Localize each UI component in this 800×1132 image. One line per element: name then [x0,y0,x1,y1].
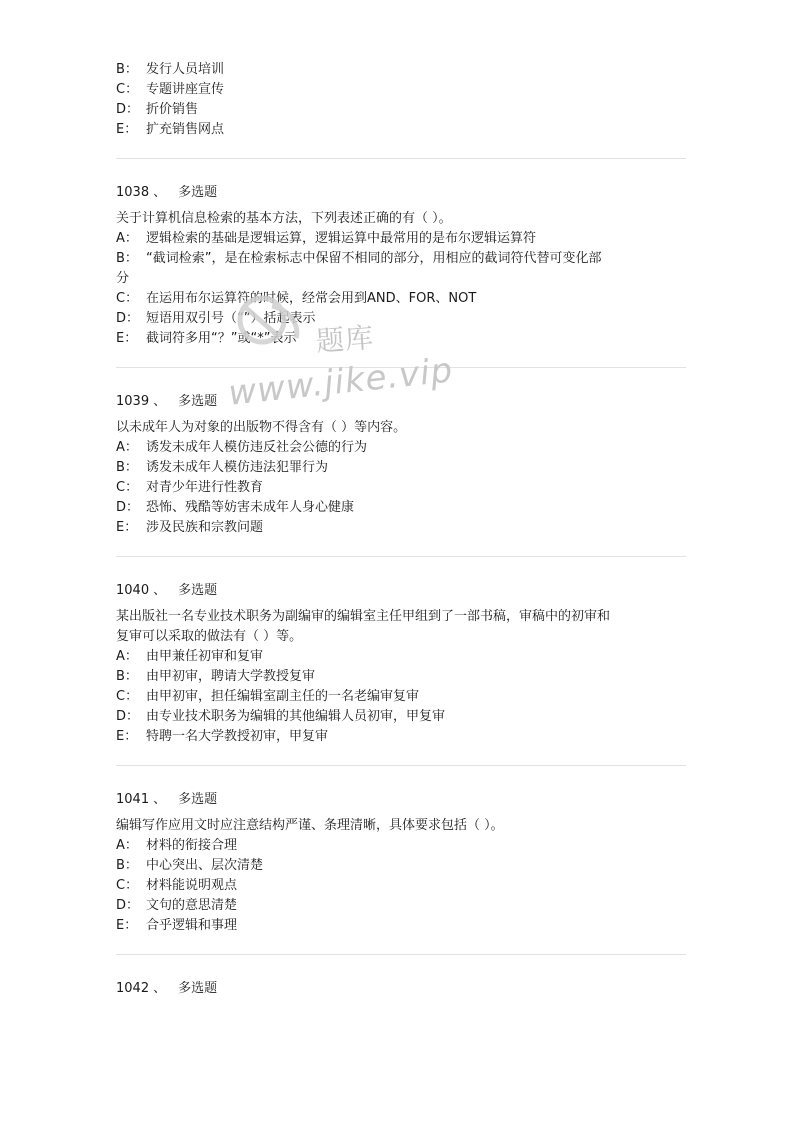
option-e [116,518,686,538]
option-key: D： [116,102,140,117]
question-1039 [116,392,686,538]
option-text: 合乎逻辑和事理 [146,918,238,933]
watermark-brand-text: 题库 [315,321,376,358]
divider [116,158,686,159]
option-text: 短语用双引号（“”）括起表示 [146,311,316,326]
option-text: 逻辑检索的基础是逻辑运算，逻辑运算中最常用的是布尔逻辑运算符 [146,231,537,246]
option-key: D： [116,500,140,515]
question-stem: 关于计算机信息检索的基本方法，下列表述正确的有（ ）。 [116,211,452,226]
option-e [116,329,686,349]
watermark-url-text: www.jike.vip [226,350,455,414]
option-text: 由专业技术职务为编辑的其他编辑人员初审，甲复审 [146,709,446,724]
option-text: 专题讲座宣传 [146,82,225,97]
option-c [116,876,686,896]
option-c [116,289,686,309]
question-stem: 编辑写作应用文时应注意结构严谨、条理清晰，具体要求包括（ ）。 [116,818,504,833]
option-key: E： [116,729,138,744]
option-b [116,856,686,876]
option-a [116,438,686,458]
option-a [116,229,686,249]
option-key: E： [116,520,138,535]
option-key: B： [116,669,138,684]
question-stem: 某出版社一名专业技术职务为副编审的编辑室主任甲组到了一部书稿，审稿中的初审和 [116,609,611,624]
option-text: 由甲初审，聘请大学教授复审 [146,669,316,684]
option-text: 文句的意思清楚 [146,898,238,913]
option-c [116,80,686,100]
question-number: 1039 [116,394,150,409]
question-header [116,183,686,203]
option-d [116,309,686,329]
option-key: A： [116,231,138,246]
option-d [116,498,686,518]
option-b [116,60,686,80]
divider [116,556,686,557]
document-page [116,60,686,1005]
question-type: 多选题 [178,583,218,598]
question-number: 1041 [116,792,150,807]
question-separator: 、 [153,792,167,807]
question-separator: 、 [153,394,167,409]
option-key: E： [116,331,138,346]
option-b [116,458,686,478]
option-key: B： [116,460,138,475]
question-stem: 以未成年人为对象的出版物不得含有（ ）等内容。 [116,420,407,435]
option-text: “截词检索”，是在检索标志中保留不相同的部分，用相应的截词符代替可变化部 [146,251,602,266]
option-text: 中心突出、层次清楚 [146,858,264,873]
question-type: 多选题 [178,792,218,807]
option-key: D： [116,709,140,724]
option-key: C： [116,480,139,495]
question-separator: 、 [153,185,167,200]
option-text: 折价销售 [146,102,199,117]
option-b [116,249,686,269]
option-text: 截词符多用“？”或“*”表示 [146,331,297,346]
question-header [116,979,686,999]
option-key: E： [116,918,138,933]
question-1042 [116,979,686,999]
option-key: A： [116,440,138,455]
option-key: A： [116,838,138,853]
option-key: B： [116,858,138,873]
option-key: C： [116,291,139,306]
question-separator: 、 [153,583,167,598]
option-d [116,896,686,916]
option-a [116,647,686,667]
divider [116,954,686,955]
question-number: 1038 [116,185,150,200]
option-d [116,100,686,120]
option-e [116,120,686,140]
option-key: D： [116,311,140,326]
option-key: A： [116,649,138,664]
option-key: E： [116,122,138,137]
option-key: C： [116,82,139,97]
option-c [116,687,686,707]
option-text: 由甲初审，担任编辑室副主任的一名老编审复审 [146,689,420,704]
option-text: 诱发未成年人模仿违反社会公德的行为 [146,440,368,455]
question-1041 [116,790,686,936]
option-key: B： [116,62,138,77]
option-key: D： [116,898,140,913]
option-text: 诱发未成年人模仿违法犯罪行为 [146,460,329,475]
question-type: 多选题 [178,394,218,409]
question-1038 [116,183,686,349]
option-c [116,478,686,498]
option-text: 发行人员培训 [146,62,225,77]
option-text: 恐怖、残酷等妨害未成年人身心健康 [146,500,355,515]
option-b [116,667,686,687]
option-text: 材料的衔接合理 [146,838,238,853]
question-type: 多选题 [178,185,218,200]
option-text: 涉及民族和宗教问题 [146,520,264,535]
option-key: C： [116,689,139,704]
question-stem-continuation: 复审可以采取的做法有（ ）等。 [116,629,303,644]
option-key: C： [116,878,139,893]
option-key: B： [116,251,138,266]
option-text: 在运用布尔运算符的时候，经常会用到AND、FOR、NOT [146,291,477,306]
option-text: 材料能说明观点 [146,878,238,893]
question-header [116,790,686,810]
divider [116,765,686,766]
option-e [116,727,686,747]
option-e [116,916,686,936]
question-1040 [116,581,686,747]
option-text: 对青少年进行性教育 [146,480,264,495]
question-separator: 、 [153,981,167,996]
option-b-continuation: 分 [116,271,130,286]
question-number: 1042 [116,981,150,996]
question-header [116,581,686,601]
top-options-block [116,60,686,140]
option-d [116,707,686,727]
option-text: 扩充销售网点 [146,122,225,137]
question-type: 多选题 [178,981,218,996]
option-text: 特聘一名大学教授初审，甲复审 [146,729,329,744]
option-a [116,836,686,856]
option-text: 由甲兼任初审和复审 [146,649,264,664]
question-number: 1040 [116,583,150,598]
